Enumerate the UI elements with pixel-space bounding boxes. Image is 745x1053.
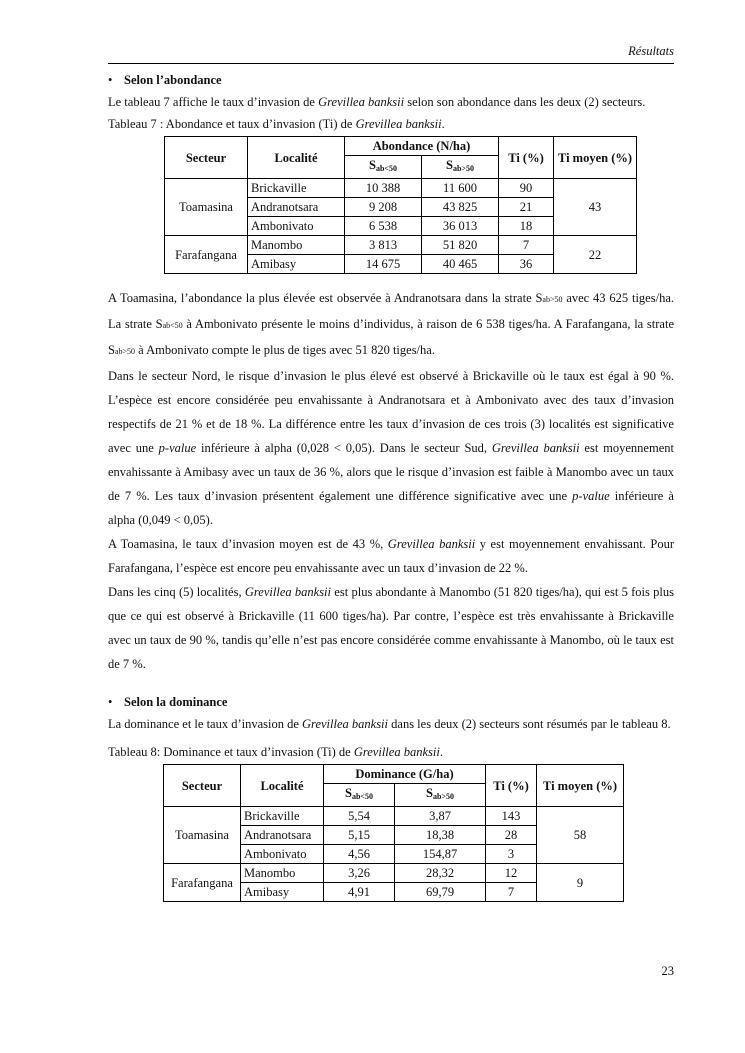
paragraph-abondance-4 bbox=[108, 580, 674, 676]
cell-s2: 154,87 bbox=[395, 845, 486, 864]
text: est moyennement envahissante à Amibasy avec un taux de 36 %, alors que le risque d’invasion est faible à Manombo avec un taux de 7 %. Les taux d’invasion présentent également une différence significative avec une bbox=[108, 441, 674, 503]
table-row bbox=[165, 179, 637, 198]
header-rule bbox=[108, 63, 674, 64]
cell-s2: 28,32 bbox=[395, 864, 486, 883]
table8-intro bbox=[108, 712, 674, 736]
text: . bbox=[441, 117, 445, 131]
text: Dans les cinq (5) localités, bbox=[108, 585, 245, 599]
cell-s1: 4,56 bbox=[324, 845, 395, 864]
text: La dominance et le taux d’invasion de bbox=[108, 717, 303, 731]
cell-s1: 5,15 bbox=[324, 826, 395, 845]
species-name: Grevillea banksii bbox=[302, 717, 389, 731]
species-name: Grevillea banksii bbox=[318, 95, 405, 109]
subscript: ab>50 bbox=[432, 792, 454, 801]
text: A Toamasina, l’abondance la plus élevée est observée à Andranotsara dans la strate S bbox=[108, 291, 543, 305]
col-header-localite: Localité bbox=[241, 765, 324, 807]
col-header-ti: Ti (%) bbox=[486, 765, 537, 807]
table7-intro bbox=[108, 90, 674, 114]
cell-ti: 28 bbox=[486, 826, 537, 845]
cell-secteur: Toamasina bbox=[164, 807, 241, 864]
text: S bbox=[369, 158, 376, 172]
cell-localite: Manombo bbox=[241, 864, 324, 883]
cell-ti: 7 bbox=[486, 883, 537, 902]
running-header: Résultats bbox=[628, 44, 674, 58]
cell-s2: 18,38 bbox=[395, 826, 486, 845]
cell-s2: 40 465 bbox=[422, 255, 499, 274]
text: à Ambonivato présente le moins d’individus, à raison de 6 538 tiges/ha. A Farafangana, la strate S bbox=[108, 317, 674, 357]
species-name: Grevillea banksii bbox=[491, 441, 580, 455]
col-header-s1 bbox=[345, 156, 422, 179]
col-header-s2 bbox=[395, 784, 486, 807]
col-header-secteur: Secteur bbox=[164, 765, 241, 807]
col-header-localite: Localité bbox=[248, 137, 345, 179]
section-title-text: Selon la dominance bbox=[124, 695, 228, 709]
text: y est moyennement envahissant. Pour Farafangana, l’espèce est encore peu envahissante avec un taux d’invasion de 22 %. bbox=[108, 537, 674, 575]
bullet-icon: • bbox=[108, 73, 113, 87]
cell-ti: 36 bbox=[499, 255, 554, 274]
cell-s2: 43 825 bbox=[422, 198, 499, 217]
cell-s2: 69,79 bbox=[395, 883, 486, 902]
cell-s2: 3,87 bbox=[395, 807, 486, 826]
cell-s1: 6 538 bbox=[345, 217, 422, 236]
cell-ti: 143 bbox=[486, 807, 537, 826]
col-header-ti: Ti (%) bbox=[499, 137, 554, 179]
cell-localite: Andranotsara bbox=[248, 198, 345, 217]
cell-localite: Amibasy bbox=[248, 255, 345, 274]
section-title-text: Selon l’abondance bbox=[124, 73, 222, 87]
cell-localite: Andranotsara bbox=[241, 826, 324, 845]
pvalue-term: p-value bbox=[158, 441, 197, 455]
col-header-secteur: Secteur bbox=[165, 137, 248, 179]
col-header-abondance: Abondance (N/ha) bbox=[345, 137, 499, 156]
text: inférieure à alpha (0,028 < 0,05). Dans le secteur Sud, bbox=[196, 441, 492, 455]
cell-s1: 14 675 bbox=[345, 255, 422, 274]
cell-ti-moyen: 22 bbox=[554, 236, 637, 274]
page-number: 23 bbox=[661, 964, 674, 978]
cell-s1: 3,26 bbox=[324, 864, 395, 883]
text: dans les deux (2) secteurs sont résumés par le tableau 8. bbox=[388, 717, 671, 731]
text: S bbox=[446, 158, 453, 172]
pvalue-term: p-value bbox=[572, 489, 610, 503]
paragraph-abondance-1 bbox=[108, 286, 674, 364]
species-name: Grevillea banksii bbox=[353, 745, 440, 759]
cell-ti: 3 bbox=[486, 845, 537, 864]
cell-ti: 21 bbox=[499, 198, 554, 217]
subscript: ab<50 bbox=[351, 792, 373, 801]
section-dominance-title bbox=[108, 692, 674, 712]
table-8-dominance bbox=[163, 764, 624, 902]
cell-s2: 51 820 bbox=[422, 236, 499, 255]
cell-ti-moyen: 58 bbox=[537, 807, 624, 864]
cell-localite: Brickaville bbox=[241, 807, 324, 826]
text: selon son abondance dans les deux (2) secteurs. bbox=[404, 95, 646, 109]
table-row bbox=[164, 864, 624, 883]
cell-s2: 11 600 bbox=[422, 179, 499, 198]
col-header-dominance: Dominance (G/ha) bbox=[324, 765, 486, 784]
cell-localite: Ambonivato bbox=[248, 217, 345, 236]
text: S bbox=[345, 786, 352, 800]
cell-localite: Brickaville bbox=[248, 179, 345, 198]
subscript: ab>50 bbox=[542, 295, 563, 304]
cell-s1: 4,91 bbox=[324, 883, 395, 902]
text: S bbox=[426, 786, 433, 800]
subscript: ab<50 bbox=[162, 321, 183, 330]
cell-localite: Amibasy bbox=[241, 883, 324, 902]
text: avec 43 625 tiges/ha. La strate S bbox=[108, 291, 674, 331]
paragraph-abondance-3 bbox=[108, 532, 674, 580]
col-header-ti-moyen: Ti moyen (%) bbox=[537, 765, 624, 807]
subscript: ab>50 bbox=[452, 164, 474, 173]
table-7-abondance bbox=[164, 136, 637, 274]
cell-ti: 18 bbox=[499, 217, 554, 236]
species-name: Grevillea banksii bbox=[244, 585, 332, 599]
col-header-s2 bbox=[422, 156, 499, 179]
species-name: Grevillea banksii bbox=[355, 117, 442, 131]
text: Tableau 8: Dominance et taux d’invasion (Ti) de bbox=[108, 745, 354, 759]
cell-localite: Ambonivato bbox=[241, 845, 324, 864]
cell-secteur: Farafangana bbox=[164, 864, 241, 902]
text: Le tableau 7 affiche le taux d’invasion de bbox=[108, 95, 319, 109]
text: à Ambonivato compte le plus de tiges avec 51 820 tiges/ha. bbox=[135, 343, 435, 357]
cell-secteur: Farafangana bbox=[165, 236, 248, 274]
subscript: ab<50 bbox=[375, 164, 397, 173]
table-row bbox=[165, 236, 637, 255]
cell-localite: Manombo bbox=[248, 236, 345, 255]
cell-s1: 10 388 bbox=[345, 179, 422, 198]
species-name: Grevillea banksii bbox=[387, 537, 476, 551]
text: . bbox=[439, 745, 443, 759]
text: Dans le secteur Nord, le risque d’invasion le plus élevé est observé à Brickaville où le taux est égal à 90 %. L’espèce est encore considérée peu envahissante à Andranotsara et à Ambonivato avec des taux d’invasion respectifs de 21 % et de 18 %. La différence entre les taux d’invasion de ces trois (3) localités est significative avec une bbox=[108, 369, 674, 455]
text: est plus abondante à Manombo (51 820 tiges/ha), qui est 5 fois plus que ce qui est observé à Brickaville (11 600 tiges/ha). Par contre, l’espèce est très envahissante à Brickaville avec un taux de 90 %, tandis qu’elle n’est pas encore considérée comme envahissante à Manombo, où le taux est de 7 %. bbox=[108, 585, 674, 671]
text: A Toamasina, le taux d’invasion moyen est de 43 %, bbox=[108, 537, 388, 551]
section-abondance-title bbox=[108, 70, 674, 90]
cell-s2: 36 013 bbox=[422, 217, 499, 236]
cell-ti-moyen: 43 bbox=[554, 179, 637, 236]
cell-s1: 5,54 bbox=[324, 807, 395, 826]
page-content bbox=[108, 70, 674, 902]
table8-caption bbox=[108, 742, 674, 762]
col-header-ti-moyen: Ti moyen (%) bbox=[554, 137, 637, 179]
col-header-s1 bbox=[324, 784, 395, 807]
table7-caption bbox=[108, 114, 674, 134]
bullet-icon: • bbox=[108, 695, 113, 709]
cell-secteur: Toamasina bbox=[165, 179, 248, 236]
text: inférieure à alpha (0,049 < 0,05). bbox=[108, 489, 674, 527]
cell-s1: 3 813 bbox=[345, 236, 422, 255]
table-row bbox=[164, 807, 624, 826]
cell-ti: 7 bbox=[499, 236, 554, 255]
cell-ti-moyen: 9 bbox=[537, 864, 624, 902]
cell-ti: 90 bbox=[499, 179, 554, 198]
paragraph-abondance-2 bbox=[108, 364, 674, 532]
text: Tableau 7 : Abondance et taux d’invasion (Ti) de bbox=[108, 117, 356, 131]
subscript: ab>50 bbox=[114, 347, 136, 356]
cell-ti: 12 bbox=[486, 864, 537, 883]
cell-s1: 9 208 bbox=[345, 198, 422, 217]
